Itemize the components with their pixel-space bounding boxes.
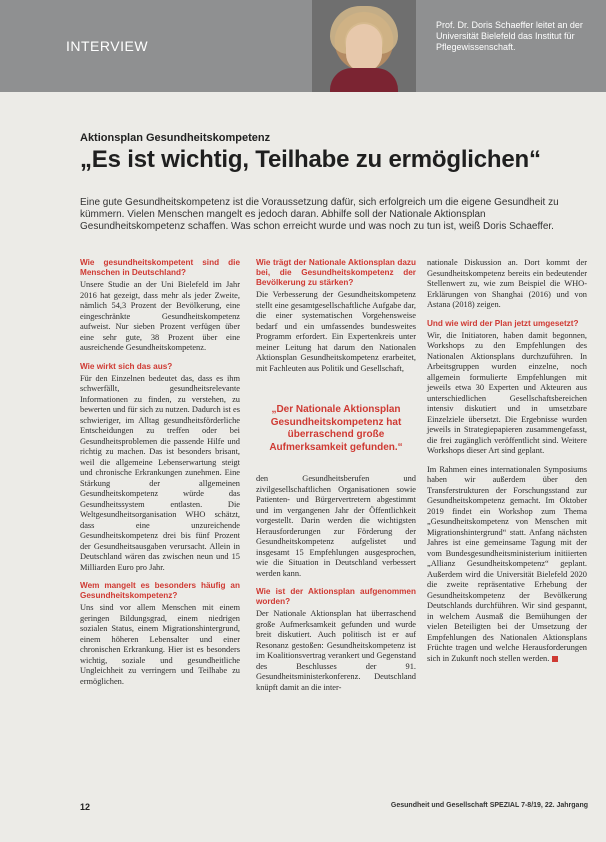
photo-caption: Prof. Dr. Doris Schaeffer leitet an der Universität Bielefeld das Institut für Pflegewissenschaft.	[436, 20, 583, 52]
answer: den Gesundheitsberufen und zivilgesellschaftlichen Organisationen sowie Patienten- und Bürgervertretern abgestimmt und im vergangenen Jahr der Öffentlichkeit vorgestellt. Darin werden die wichtigsten Herausforderungen zur Förderung der Gesundheitskompetenz aufgelistet und insgesamt 15 Empfehlungen ausgesprochen, wie die Situation in Deutschland verbessert werden kann.	[256, 474, 416, 578]
end-mark-icon	[552, 656, 558, 662]
answer: nationale Diskussion an. Dort kommt der Gesundheitskompetenz bereits ein bedeutender Stellenwert zu, wie zum Beispiel die WHO-Erklärungen von Shanghai (2016) und von Astana (2018) zeigen.	[427, 258, 587, 309]
answer: Unsere Studie an der Uni Bielefeld im Jahr 2016 hat gezeigt, dass mehr als jeder Zweite, nämlich 54,3 Prozent der Bevölkerung, eine eingeschränkte Gesundheitskompetenz aufweist. Nur sieben Prozent verfügen über eine sehr gute, 38 Prozent über eine ausreichende Gesundheitskompetenz.	[80, 280, 240, 352]
section-tag: INTERVIEW	[66, 38, 149, 54]
answer: Die Verbesserung der Gesundheitskompetenz stellt eine gesamtgesellschaftliche Aufgabe dar, die einer systematischen Vorgehensweise bedarf und ein umfassendes bundesweites Programm erfordert. Ein Expertenkreis unter meiner Leitung hat darum den Nationalen Aktionsplan Gesundheitskompetenz erarbeitet, mit Fachleuten aus Politik und Gesellschaft,	[256, 290, 416, 373]
portrait-photo	[312, 0, 416, 92]
answer-final	[427, 465, 587, 665]
article-kicker: Aktionsplan Gesundheitskompetenz	[80, 132, 271, 144]
page-number: 12	[80, 802, 91, 812]
question: Wie ist der Aktionsplan aufgenommen worden?	[256, 587, 416, 606]
article-title: „Es ist wichtig, Teilhabe zu ermöglichen“	[80, 146, 541, 173]
answer: Uns sind vor allem Menschen mit einem geringen Bildungsgrad, einem niedrigen sozialen Status, einem Migrationshintergrund, einem höheren Lebensalter und einer chronischen Erkrankung. Hier ist es besonders wichtig, soziale und gesundheitliche Ungleichheit zu verringern und Teilhabe zu ermöglichen.	[80, 603, 240, 686]
pull-quote: „Der Nationale Aktionsplan Gesundheitskompetenz hat überraschend große Aufmerksamkeit gefunden.“	[269, 404, 403, 453]
column-2	[256, 258, 416, 701]
question: Wie gesundheitskompetent sind die Menschen in Deutschland?	[80, 258, 240, 277]
question: Wie trägt der Nationale Aktionsplan dazu bei, die Gesundheitskompetenz der Bevölkerung zu stärken?	[256, 258, 416, 287]
article-lead: Eine gute Gesundheitskompetenz ist die Voraussetzung dafür, sich erfolgreich um die eigene Gesundheit zu kümmern. Vielen Menschen mangelt es jedoch daran. Abhilfe soll der Nationale Aktionsplan Gesundheitskompetenz schaffen. Was schon erreicht wurde und was noch zu tun ist, weiß Doris Schaeffer.	[80, 197, 559, 232]
answer: Wir, die Initiatoren, haben damit begonnen, Workshops zu den Empfehlungen des Nationalen Aktionsplans durchzuführen. In Arbeitsgruppen wurden einzelne, noch allgemein formulierte Empfehlungen mit jeweils etwa 30 Experten und Akteuren aus unterschiedlichen Gesellschaftsbereichen intensiv diskutiert und in umsetzbare Einzelziele übersetzt. Die Ergebnisse wurden jeweils in Strategiepapieren zusammengefasst, die frei zugänglich veröffentlicht sind. Weitere Workshops dieser Art sind geplant.	[427, 330, 587, 455]
answer: Für den Einzelnen bedeutet das, dass es ihm schwerfällt, gesundheitsrelevante Informationen zu finden, zu verstehen, zu bewerten und für sich zu nutzen. Dadurch ist es schwieriger, im Alltag gesundheitsförderliche Entscheidungen zu treffen oder bei Gesundheitsproblemen die passende Hilfe und richtig zu machen. Das ist besonders brisant, weil die allgemeine Lebenserwartung steigt und chronische Erkrankungen zunehmen. Eine Stärkung der allgemeinen Gesundheitskompetenz würde das Gesundheitssystem entlasten. Die Weltgesundheitsorganisation WHO schätzt, dass eine unzureichende Gesundheitskompetenz drei bis fünf Prozent der Gesundheitsausgaben verursacht. Allein in Deutschland wären das zwischen neun und 15 Milliarden Euro pro Jahr.	[80, 373, 240, 572]
question: Und wie wird der Plan jetzt umgesetzt?	[427, 318, 579, 328]
answer: Der Nationale Aktionsplan hat überraschend große Aufmerksamkeit gefunden und wurde breit diskutiert. Auch politisch ist er auf Resonanz gestoßen: Gesundheitskompetenz ist im Koalitionsvertrag verankert und Gegenstand des Beschlusses der 91. Gesundheitsministerkonferenz. Deutschland knüpft damit an die inter-	[256, 609, 416, 692]
question: Wem mangelt es besonders häufig an Gesundheitskompetenz?	[80, 581, 240, 600]
question: Wie wirkt sich das aus?	[80, 361, 173, 371]
column-1	[80, 258, 240, 695]
answer-text: Im Rahmen eines internationalen Symposiums haben wir außerdem über den Transferstrukturen der Forschungsstand zur Gesundheitskompetenz gemacht. Im Oktober 2019 findet ein Workshop zum Thema „Gesundheitskompetenz von Menschen mit Migrationshintergrund“ statt. Anfang nächsten Jahres ist eine gemeinsame Tagung mit der vom Bundesgesundheitsministerium initiierten „Allianz Gesundheitskompetenz“ geplant. Außerdem wird die Universität Bielefeld 2020 die zweite repräsentative Erhebung der Gesundheitskompetenz der Bevölkerung Deutschlands durchführen. Wir sind gespannt, in welchem Ausmaß die Bemühungen der vielen Beteiligten bei der Umsetzung der Empfehlungen des Nationalen Aktionsplans Früchte tragen und welche Herausforderungen sich in Zukunft noch stellen werden.	[427, 464, 587, 663]
column-3	[427, 258, 587, 672]
publication-footer: Gesundheit und Gesellschaft SPEZIAL 7-8/19, 22. Jahrgang	[390, 802, 588, 809]
